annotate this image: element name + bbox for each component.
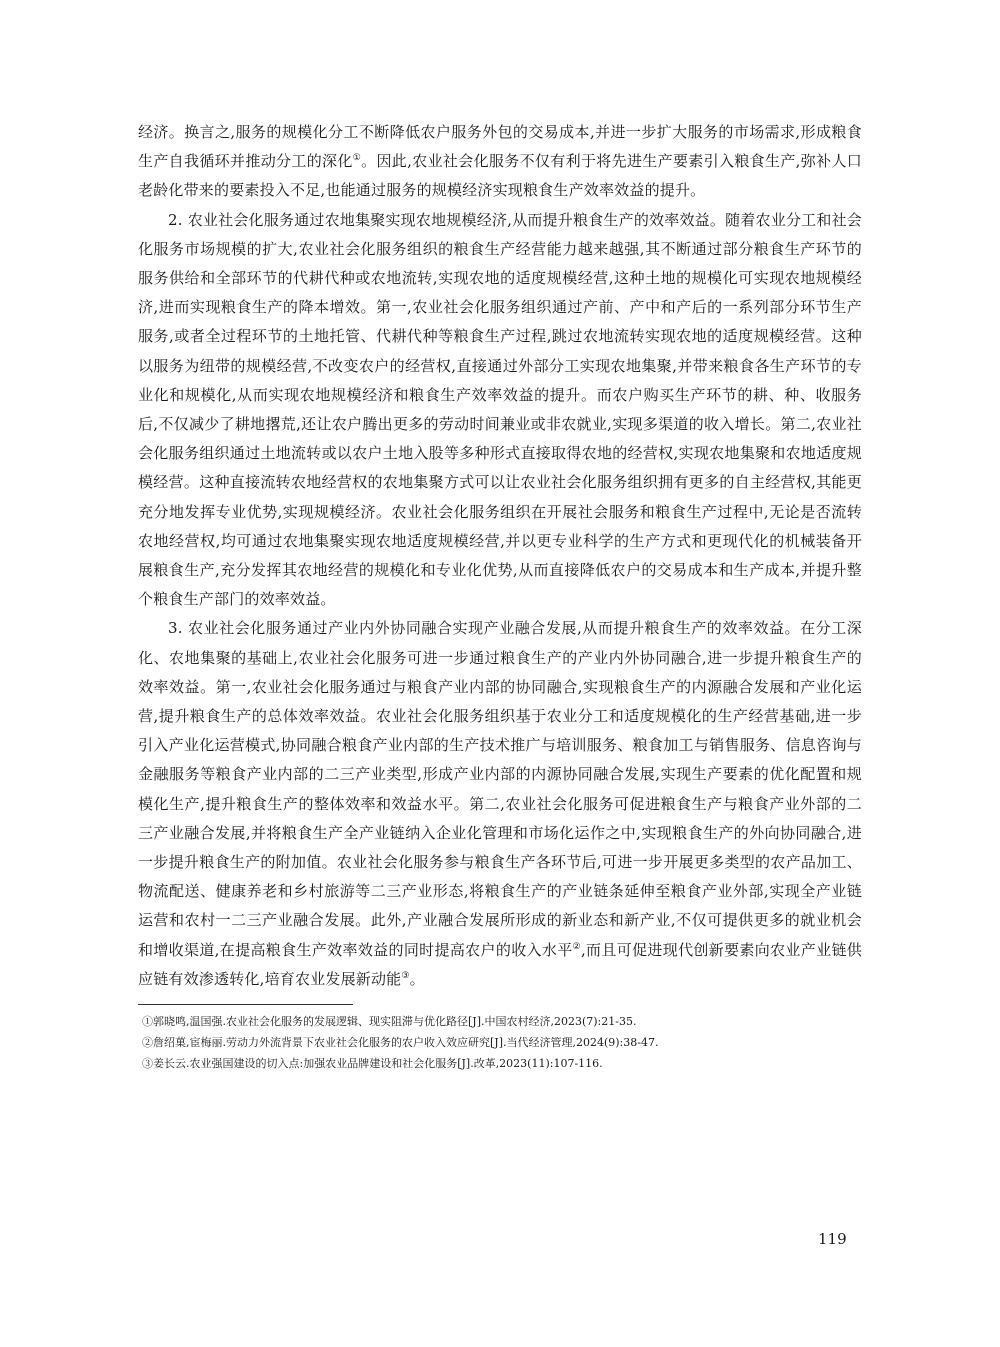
paragraph-p2 — [138, 614, 862, 994]
footnote-reference[interactable]: ② — [572, 941, 581, 952]
footnotes — [138, 1011, 862, 1074]
paragraph-text: 。因此,农业社会化服务不仅有利于将先进生产要素引入粮食生产,弥补人口老龄化带来的要素投入不足,也能通过服务的规模经济实现粮食生产效率效益的提升。 — [138, 152, 862, 200]
page-content — [138, 118, 862, 1074]
paragraph-p0 — [138, 118, 862, 206]
paragraph-text: 。 — [409, 969, 425, 988]
paragraph-text: ,而且可促进现代创新要素向农业产业链供应链有效渗透转化,培育农业发展新动能 — [138, 940, 862, 988]
footnote-divider — [138, 1004, 353, 1005]
paragraph-text: 经济。换言之,服务的规模化分工不断降低农户服务外包的交易成本,并进一步扩大服务的市场需求,形成粮食生产自我循环并推动分工的深化 — [138, 123, 862, 171]
footnote-reference[interactable]: ① — [352, 153, 362, 164]
page-number: 119 — [818, 1230, 847, 1248]
body-text — [138, 118, 862, 994]
footnote-3: ③姜长云.农业强国建设的切入点:加强农业品牌建设和社会化服务[J].改革,2023(11):107-116. — [142, 1057, 603, 1071]
footnote-reference[interactable]: ③ — [401, 970, 410, 981]
footnote-2: ②詹绍菓,宦梅丽.劳动力外流背景下农业社会化服务的农户收入效应研究[J].当代经济管理,2024(9):38-47. — [142, 1036, 659, 1050]
paragraph-p1 — [138, 206, 862, 615]
footnote-1: ①郭晓鸣,温国强.农业社会化服务的发展逻辑、现实阻滞与优化路径[J].中国农村经济,2023(7):21-35. — [142, 1015, 637, 1029]
paragraph-text: 2. 农业社会化服务通过农地集聚实现农地规模经济,从而提升粮食生产的效率效益。随着农业分工和社会化服务市场规模的扩大,农业社会化服务组织的粮食生产经营能力越来越强,其不断通过部分粮食生产环节的服务供给和全部环节的代耕代种或农地流转,实现农地的适度规模经营,这种土地的规模化可实现农地规模经济,进而实现粮食生产的降本增效。第一,农业社会化服务组织通过产前、产中和产后的一系列部分环节生产服务,或者全过程环节的土地托管、代耕代种等粮食生产过程,跳过农地流转实现农地的适度规模经营。这种以服务为纽带的规模经营,不改变农户的经营权,直接通过外部分工实现农地集聚,并带来粮食各生产环节的专业化和规模化,从而实现农地规模经济和粮食生产效率效益的提升。而农户购买生产环节的耕、种、收服务后,不仅减少了耕地撂荒,还让农户腾出更多的劳动时间兼业或非农就业,实现多渠道的收入增长。第二,农业社会化服务组织通过土地流转或以农户土地入股等多种形式直接取得农地的经营权,实现农地集聚和农地适度规模经营。这种直接流转农地经营权的农地集聚方式可以让农业社会化服务组织拥有更多的自主经营权,其能更充分地发挥专业优势,实现规模经济。农业社会化服务组织在开展社会服务和粮食生产过程中,无论是否流转农地经营权,均可通过农地集聚实现农地适度规模经营,并以更专业科学的生产方式和更现代化的机械装备开展粮食生产,充分发挥其农地经营的规模化和专业化优势,从而直接降低农户的交易成本和生产成本,并提升整个粮食生产部门的效率效益。 — [138, 210, 862, 609]
paragraph-text: 3. 农业社会化服务通过产业内外协同融合实现产业融合发展,从而提升粮食生产的效率效益。在分工深化、农地集聚的基础上,农业社会化服务可进一步通过粮食生产的产业内外协同融合,进一步提升粮食生产的效率效益。第一,农业社会化服务通过与粮食产业内部的协同融合,实现粮食生产的内源融合发展和产业化运营,提升粮食生产的总体效率效益。农业社会化服务组织基于农业分工和适度规模化的生产经营基础,进一步引入产业化运营模式,协同融合粮食产业内部的生产技术推广与培训服务、粮食加工与销售服务、信息咨询与金融服务等粮食产业内部的二三产业类型,形成产业内部的内源协同融合发展,实现生产要素的优化配置和规模化生产,提升粮食生产的整体效率和效益水平。第二,农业社会化服务可促进粮食生产与粮食产业外部的二三产业融合发展,并将粮食生产全产业链纳入企业化管理和市场化运作之中,实现粮食生产的外向协同融合,进一步提升粮食生产的附加值。农业社会化服务参与粮食生产各环节后,可进一步开展更多类型的农产品加工、物流配送、健康养老和乡村旅游等二三产业形态,将粮食生产的产业链条延伸至粮食产业外部,实现全产业链运营和农村一二三产业融合发展。此外,产业融合发展所形成的新业态和新产业,不仅可提供更多的就业机会和增收渠道,在提高粮食生产效率效益的同时提高农户的收入水平 — [138, 619, 862, 959]
